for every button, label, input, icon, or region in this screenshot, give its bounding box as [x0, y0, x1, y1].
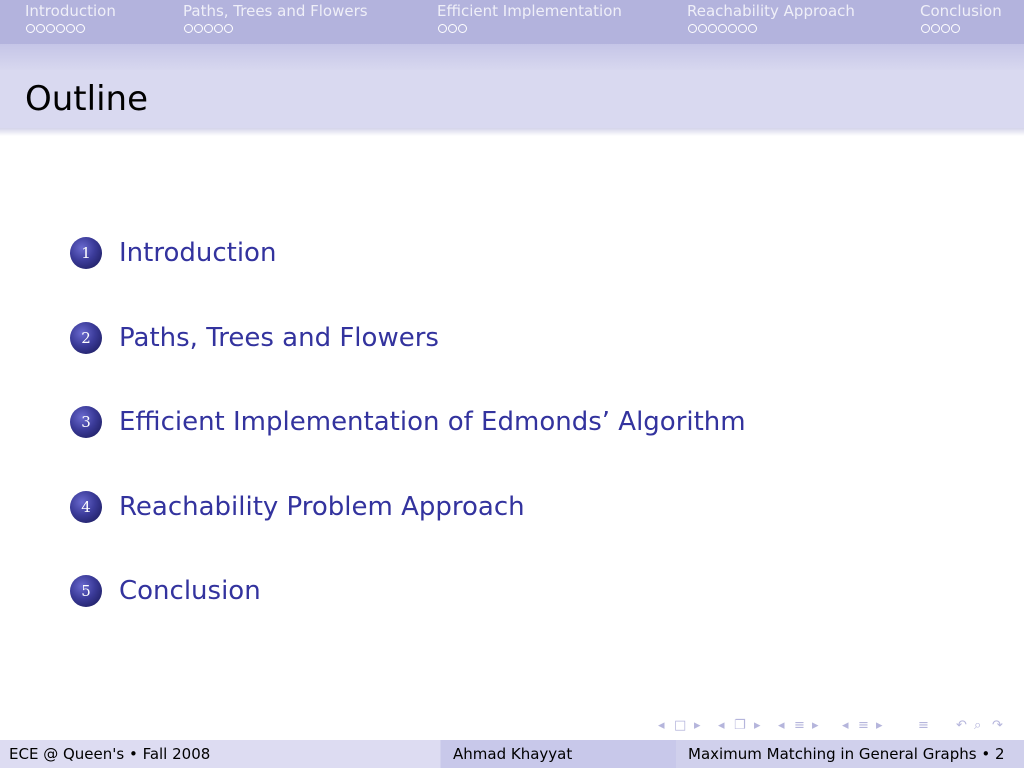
toc-item-label[interactable]: Paths, Trees and Flowers	[119, 323, 439, 353]
subsection-dot[interactable]	[46, 24, 55, 33]
next-slide-arrow-icon[interactable]: ▸	[754, 718, 761, 733]
nav-section-introduction[interactable]	[25, 2, 116, 33]
subsection-icon[interactable]: ≡	[794, 718, 805, 733]
subsection-dot[interactable]	[921, 24, 930, 33]
toc-item-efficient-implementation[interactable]	[70, 406, 746, 438]
toc-item-conclusion[interactable]	[70, 575, 261, 607]
subsection-dot[interactable]	[688, 24, 697, 33]
footer-author: Ahmad Khayyat	[453, 745, 573, 763]
frame-icon[interactable]: □	[674, 718, 687, 733]
subsection-dots	[920, 24, 1002, 33]
nav-section-title[interactable]: Paths, Trees and Flowers	[183, 2, 368, 20]
slide-icon[interactable]: ❐	[734, 718, 746, 733]
nav-section-title[interactable]: Efficient Implementation	[437, 2, 622, 20]
next-frame-arrow-icon[interactable]: ▸	[694, 718, 701, 733]
subsection-dot[interactable]	[728, 24, 737, 33]
subsection-dots	[687, 24, 855, 33]
frame-title: Outline	[25, 79, 149, 119]
subsection-dot[interactable]	[941, 24, 950, 33]
next-section-arrow-icon[interactable]: ▸	[876, 718, 883, 733]
toc-item-introduction[interactable]	[70, 237, 276, 269]
prev-subsection-arrow-icon[interactable]: ◂	[778, 718, 785, 733]
nav-section-conclusion[interactable]	[920, 2, 1002, 33]
subsection-dot[interactable]	[698, 24, 707, 33]
subsection-dot[interactable]	[56, 24, 65, 33]
subsection-dot[interactable]	[931, 24, 940, 33]
prev-slide-arrow-icon[interactable]: ◂	[718, 718, 725, 733]
header-separator-band	[0, 44, 1024, 70]
subsection-dots	[25, 24, 116, 33]
next-subsection-arrow-icon[interactable]: ▸	[812, 718, 819, 733]
toc-number-ball: 2	[70, 322, 102, 354]
subsection-dot[interactable]	[738, 24, 747, 33]
toc-item-reachability-approach[interactable]	[70, 491, 525, 523]
nav-section-title[interactable]: Reachability Approach	[687, 2, 855, 20]
subsection-dot[interactable]	[448, 24, 457, 33]
toc-item-label[interactable]: Efficient Implementation of Edmonds’ Algorithm	[119, 407, 746, 437]
nav-section-efficient-implementation[interactable]	[437, 2, 622, 33]
footer-institution: ECE @ Queen's • Fall 2008	[9, 745, 211, 763]
forward-icon[interactable]: ↷	[992, 718, 1003, 733]
back-icon[interactable]: ↶	[956, 718, 967, 733]
frame-title-shadow	[0, 128, 1024, 136]
toc-item-paths-trees-flowers[interactable]	[70, 322, 439, 354]
nav-section-paths-trees-flowers[interactable]	[183, 2, 368, 33]
navigation-symbols	[650, 716, 1020, 736]
subsection-dot[interactable]	[224, 24, 233, 33]
subsection-dot[interactable]	[438, 24, 447, 33]
nav-section-title[interactable]: Conclusion	[920, 2, 1002, 20]
subsection-dots	[183, 24, 368, 33]
toc-item-label[interactable]: Introduction	[119, 238, 277, 268]
document-icon[interactable]: ≡	[918, 718, 929, 733]
subsection-dot[interactable]	[194, 24, 203, 33]
section-icon[interactable]: ≡	[858, 718, 869, 733]
toc-number-ball: 3	[70, 406, 102, 438]
prev-frame-arrow-icon[interactable]: ◂	[658, 718, 665, 733]
toc-number-ball: 4	[70, 491, 102, 523]
toc-item-label[interactable]: Reachability Problem Approach	[119, 492, 525, 522]
subsection-dot[interactable]	[718, 24, 727, 33]
subsection-dot[interactable]	[748, 24, 757, 33]
nav-section-reachability-approach[interactable]	[687, 2, 855, 33]
subsection-dot[interactable]	[184, 24, 193, 33]
nav-section-title[interactable]: Introduction	[25, 2, 116, 20]
toc-item-label[interactable]: Conclusion	[119, 576, 261, 606]
prev-section-arrow-icon[interactable]: ◂	[842, 718, 849, 733]
toc-number-ball: 1	[70, 237, 102, 269]
subsection-dot[interactable]	[708, 24, 717, 33]
subsection-dot[interactable]	[458, 24, 467, 33]
frame-title-bar	[0, 70, 1024, 128]
footer-title-page: Maximum Matching in General Graphs • 2	[688, 745, 1005, 763]
subsection-dot[interactable]	[26, 24, 35, 33]
section-navigation-bar	[0, 0, 1024, 44]
subsection-dot[interactable]	[204, 24, 213, 33]
subsection-dot[interactable]	[66, 24, 75, 33]
subsection-dot[interactable]	[951, 24, 960, 33]
subsection-dots	[437, 24, 622, 33]
search-icon[interactable]: ⌕	[974, 718, 982, 733]
subsection-dot[interactable]	[214, 24, 223, 33]
toc-number-ball: 5	[70, 575, 102, 607]
subsection-dot[interactable]	[76, 24, 85, 33]
subsection-dot[interactable]	[36, 24, 45, 33]
